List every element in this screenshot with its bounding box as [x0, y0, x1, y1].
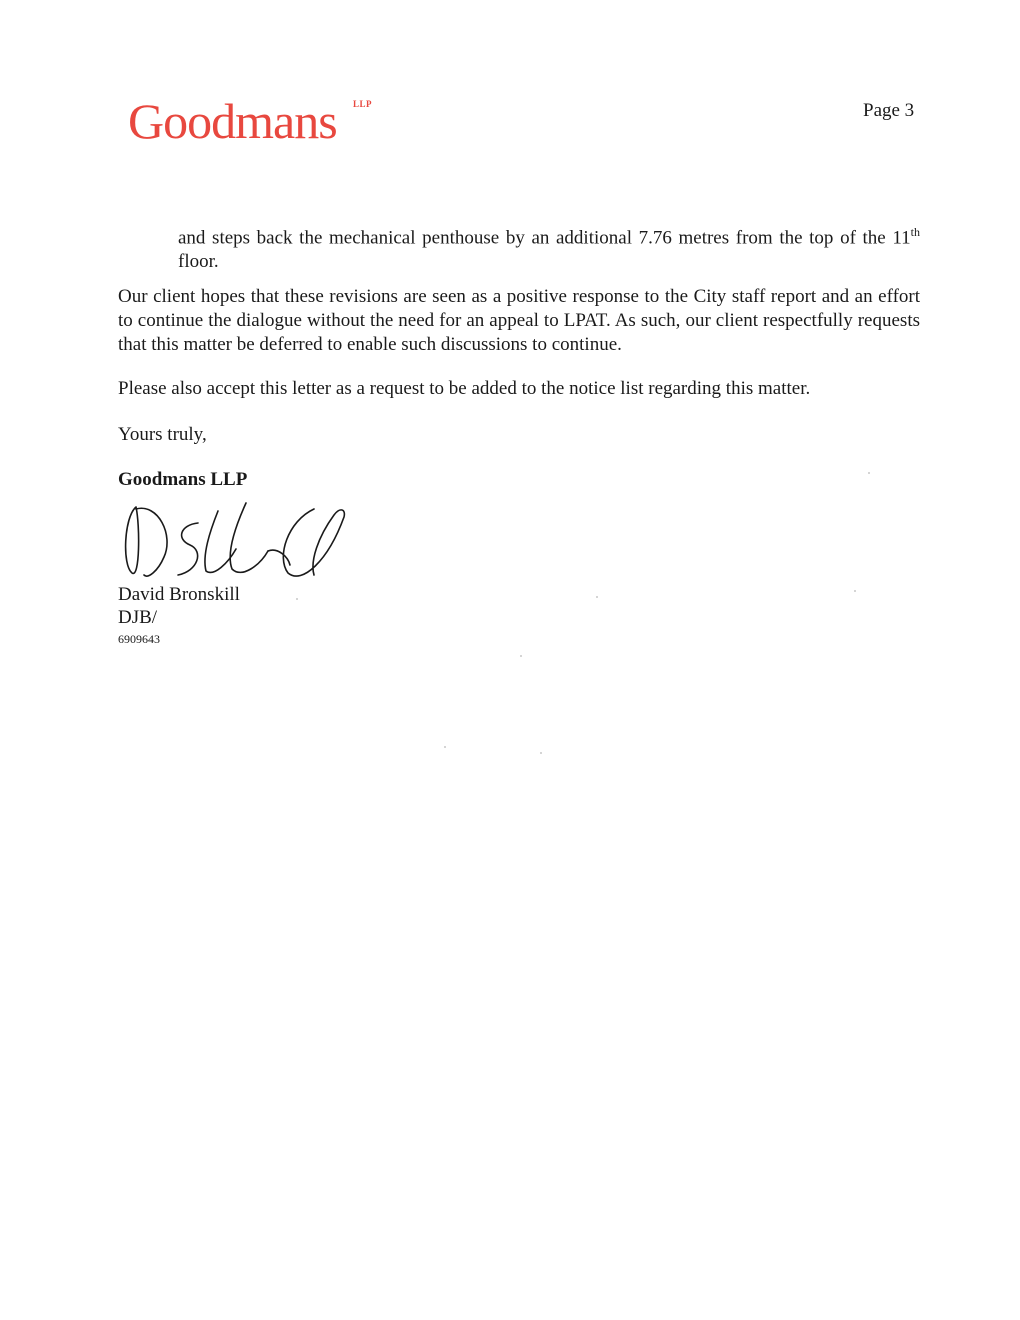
scan-speck: [296, 598, 298, 600]
floor-rest: floor.: [178, 251, 219, 273]
handwritten-signature: [118, 495, 368, 590]
floor-number: 11: [892, 227, 911, 249]
document-number: 6909643: [118, 632, 160, 646]
closing-salutation: Yours truly,: [118, 424, 207, 445]
response-paragraph: Our client hopes that these revisions are seen as a positive response to the City staff report and an effort to continue the dialogue without the need for an appeal to LPAT. As such, our client respectfully requests that this matter be deferred to enable such discussions to continue.: [118, 286, 920, 355]
logo-wordmark: Goodmans: [128, 93, 337, 149]
goodmans-logo: [128, 93, 337, 149]
signer-name: David Bronskill: [118, 584, 240, 605]
scan-speck: [520, 655, 522, 657]
signer-initials: DJB/: [118, 607, 158, 628]
continuation-paragraph: [178, 220, 920, 274]
scan-speck: [596, 596, 598, 598]
scan-speck: [868, 472, 870, 474]
notice-paragraph: Please also accept this letter as a request to be added to the notice list regarding this matter.: [118, 378, 811, 399]
continuation-text: and steps back the mechanical penthouse by an additional 7.76 metres from the top of the: [178, 227, 886, 249]
logo-llp-suffix: LLP: [353, 99, 373, 109]
scan-speck: [540, 752, 542, 754]
firm-name: Goodmans LLP: [118, 469, 248, 490]
scan-speck: [854, 590, 856, 592]
floor-suffix: th: [910, 225, 921, 239]
page-number: Page 3: [863, 100, 915, 121]
scan-speck: [444, 746, 446, 748]
